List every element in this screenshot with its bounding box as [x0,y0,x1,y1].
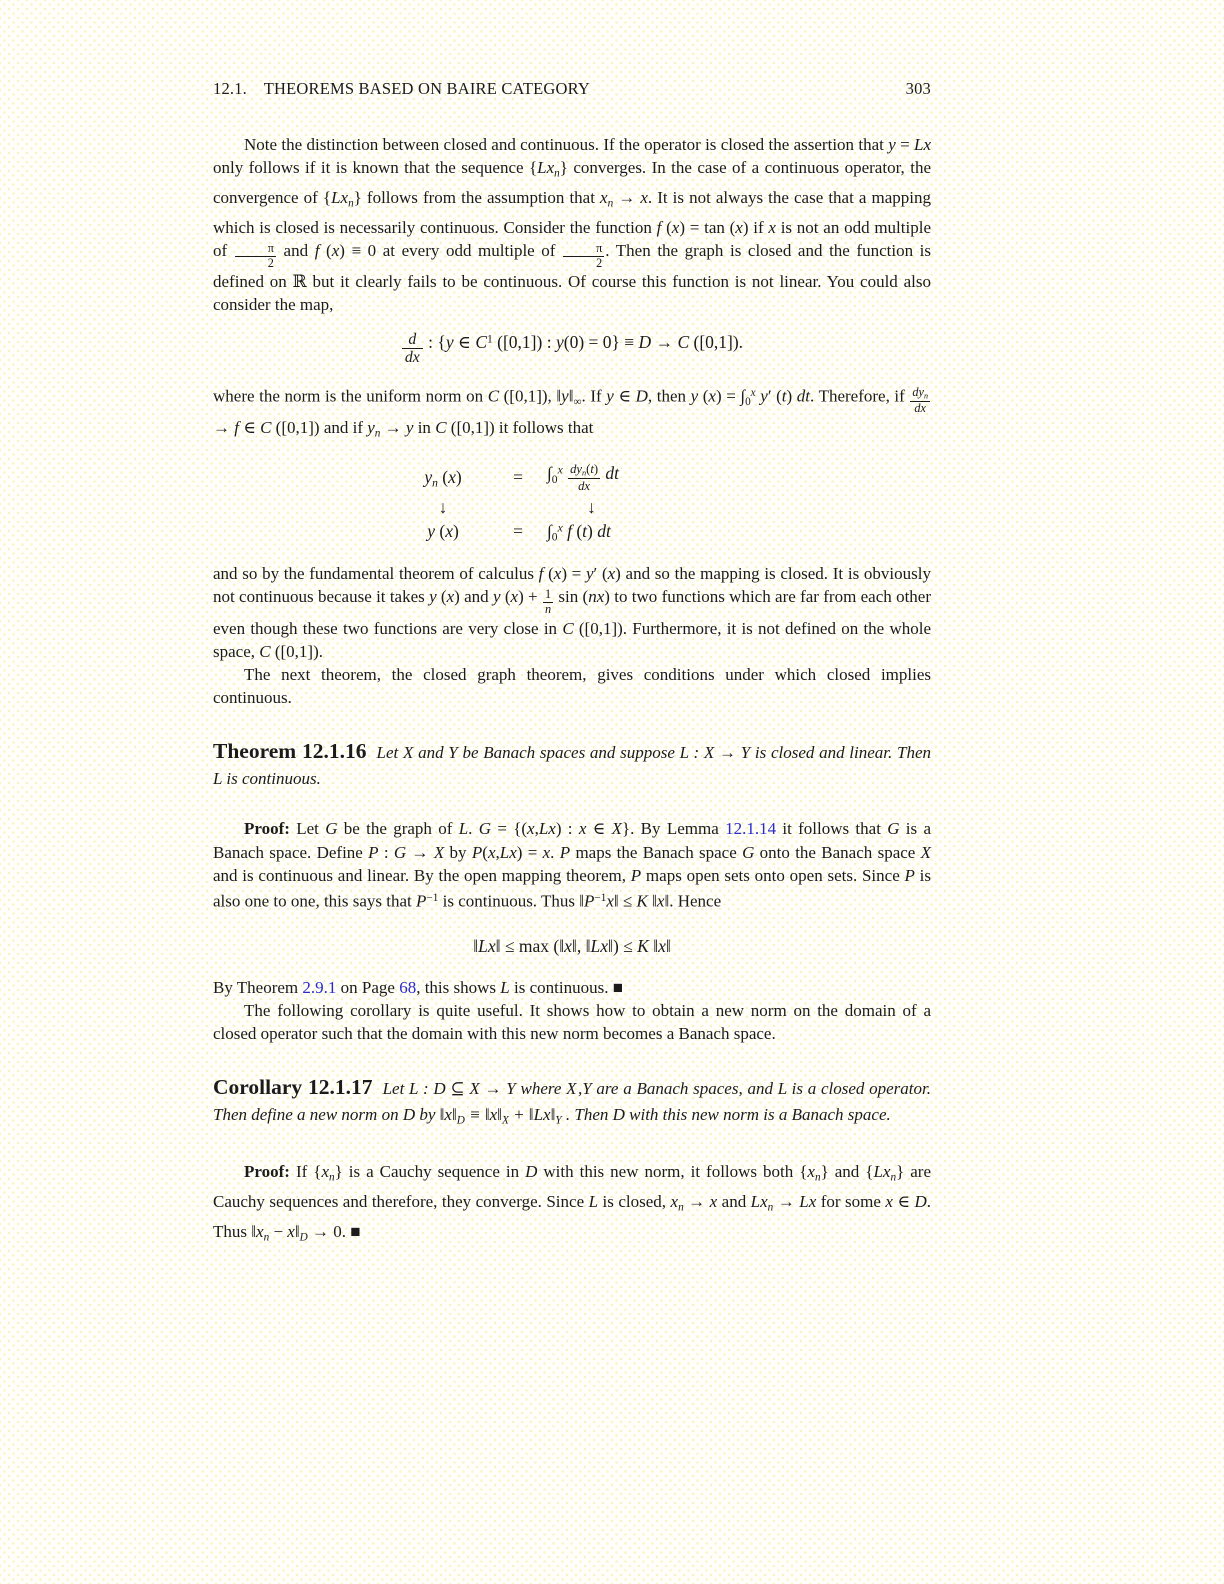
section-title: 12.1. THEOREMS BASED ON BAIRE CATEGORY [213,79,591,98]
fraction: $\frac{\pi}{2}$ [563,242,604,270]
paragraph-uniform-norm: where the norm is the uniform norm on C ([0,1]), $‖y‖_\infty$. If y ∈ D, then y $(x) = \int_0^x$ y′ (t) dt. Therefore, if $\frac{dy_n}{dx}$ → f ∈ C ([0,1]) and if $y_n \to y$ in C ([0,1]) it follows that [213,385,928,440]
paragraph-following-corollary: The following corollary is quite useful. It shows how to obtain a new norm on the domain of a closed operator such that the domain with this new norm becomes a Banach space. [213,1001,931,1044]
eq-lhs: y (x) [427,521,459,542]
equation-operator-map: $\frac{d}{dx}$ : {y ∈ $C^1$ ([0,1]) : y(0) = 0} ≡ D → C ([0,1]). [213,329,931,368]
fraction: $\frac{dy_n}{dx}$ [912,385,928,415]
eq-lhs: $y_n$ (x) [424,466,462,490]
equation-arrow-row [213,497,931,518]
corollary-label: Corollary 12.1.17 [213,1075,373,1100]
equation-row [213,521,931,544]
fraction: $\frac{\pi}{2}$ [235,242,276,270]
paragraph-next-theorem: The next theorem, the closed graph theorem, gives conditions under which closed implies continuous. [213,665,931,708]
corollary-statement: Let L : D ⊆ X → Y where X ,Y are a Banach spaces, and L is a closed operator. Then define a new norm on D by $‖x‖_D$ ≡ $‖x‖_X$ + $‖Lx‖_Y$ . Then D with this new norm is a Banach space. [213,1079,932,1127]
eq-relation: = [513,467,523,488]
equation-norm-inequality: ‖Lx‖ ≤ max (‖x‖, ‖Lx‖) ≤ K ‖x‖ [473,935,671,956]
eq-rhs: $\int_0^x$ $\frac{dy_n(t)}{dx}$ dt [547,462,620,494]
theorem-statement: Let X and Y be Banach spaces and suppose L : X → Y is closed and linear. Then L is continuous. [213,743,931,788]
equation-row [213,462,931,493]
theorem-12-1-16 [213,739,931,791]
book-page [213,78,931,1249]
paragraph-intro: Note the distinction between closed and continuous. If the operator is closed the assertion that y = Lx only follows if it is known that the sequence $\{Lx_n\}$ converges. In the case of a continuous operator, the convergence of $\{Lx_n\}$ follows from the assumption that $x_n \to x$. It is not always the case that a mapping which is closed is necessarily continuous. Consider the function f (x) = tan (x) if x is not an odd multiple of $\frac{\pi}{2}$ and f (x) ≡ 0 at every odd multiple of $\frac{\pi}{2}$ . Then the graph is closed and the function is defined on ℝ but it clearly fails to be continuous. Of course this function is not linear. You could also consider the map, [213,135,932,315]
fraction: $\frac{d}{dx}$ [402,331,423,367]
eq-rhs: $\int_0^x$ f (t) dt [547,520,611,544]
link-lemma-12-1-14[interactable]: 12.1.14 [725,819,777,839]
fraction: $\frac{dy_n(t)}{dx}$ [570,462,599,494]
link-theorem-2-9-1[interactable]: 2.9.1 [302,977,337,997]
paragraph-fundamental-theorem: and so by the fundamental theorem of calculus f (x) = y′ (x) and so the mapping is closed. It is obviously not continuous because it takes y (x) and y (x) + $\frac{1}{n}$ sin (nx) to two functions which are far from each other even though these two functions are very close in C ([0,1]). Furthermore, it is not defined on the whole space, C ([0,1]). [213,564,932,661]
page-number: 303 [905,79,931,98]
paragraph-proof-theorem: Proof: Let G be the graph of L. G = {(x,Lx) : x ∈ X}. By Lemma 12.1.14 it follows that G is a Banach space. Define P : G → X by P(x,Lx) = x. P maps the Banach space G onto the Banach space X and is continuous and linear. By the open mapping theorem, P maps open sets onto open sets. Since P is also one to one, this says that $P^{-1}$ is continuous. Thus $‖P^{-1}x‖ \le K$ ‖x‖. Hence [213,819,932,911]
theorem-label: Theorem 12.1.16 [213,739,367,764]
corollary-12-1-17 [213,1075,931,1134]
down-arrow-icon: ↓ [438,496,448,517]
page-header [213,78,931,100]
eq-relation: = [513,521,523,542]
down-arrow-icon: ↓ [587,496,596,517]
paragraph-by-theorem: By Theorem 2.9.1 on Page 68, this shows L is continuous. ■ [213,977,623,997]
paragraph-proof-corollary: Proof: If $\{x_n\}$ is a Cauchy sequence in D with this new norm, it follows both $\{x_n\}$ and $\{Lx_n\}$ are Cauchy sequences and therefore, they converge. Since L is closed, $x_n \to x$ and $Lx_n \to Lx$ for some x ∈ D. Thus $‖x_n$ − $x‖_D \to 0$. ■ [213,1162,931,1244]
fraction: $\frac{1}{n}$ [544,587,552,616]
link-page-68[interactable]: 68 [399,977,417,997]
equation-convergence [213,462,931,543]
